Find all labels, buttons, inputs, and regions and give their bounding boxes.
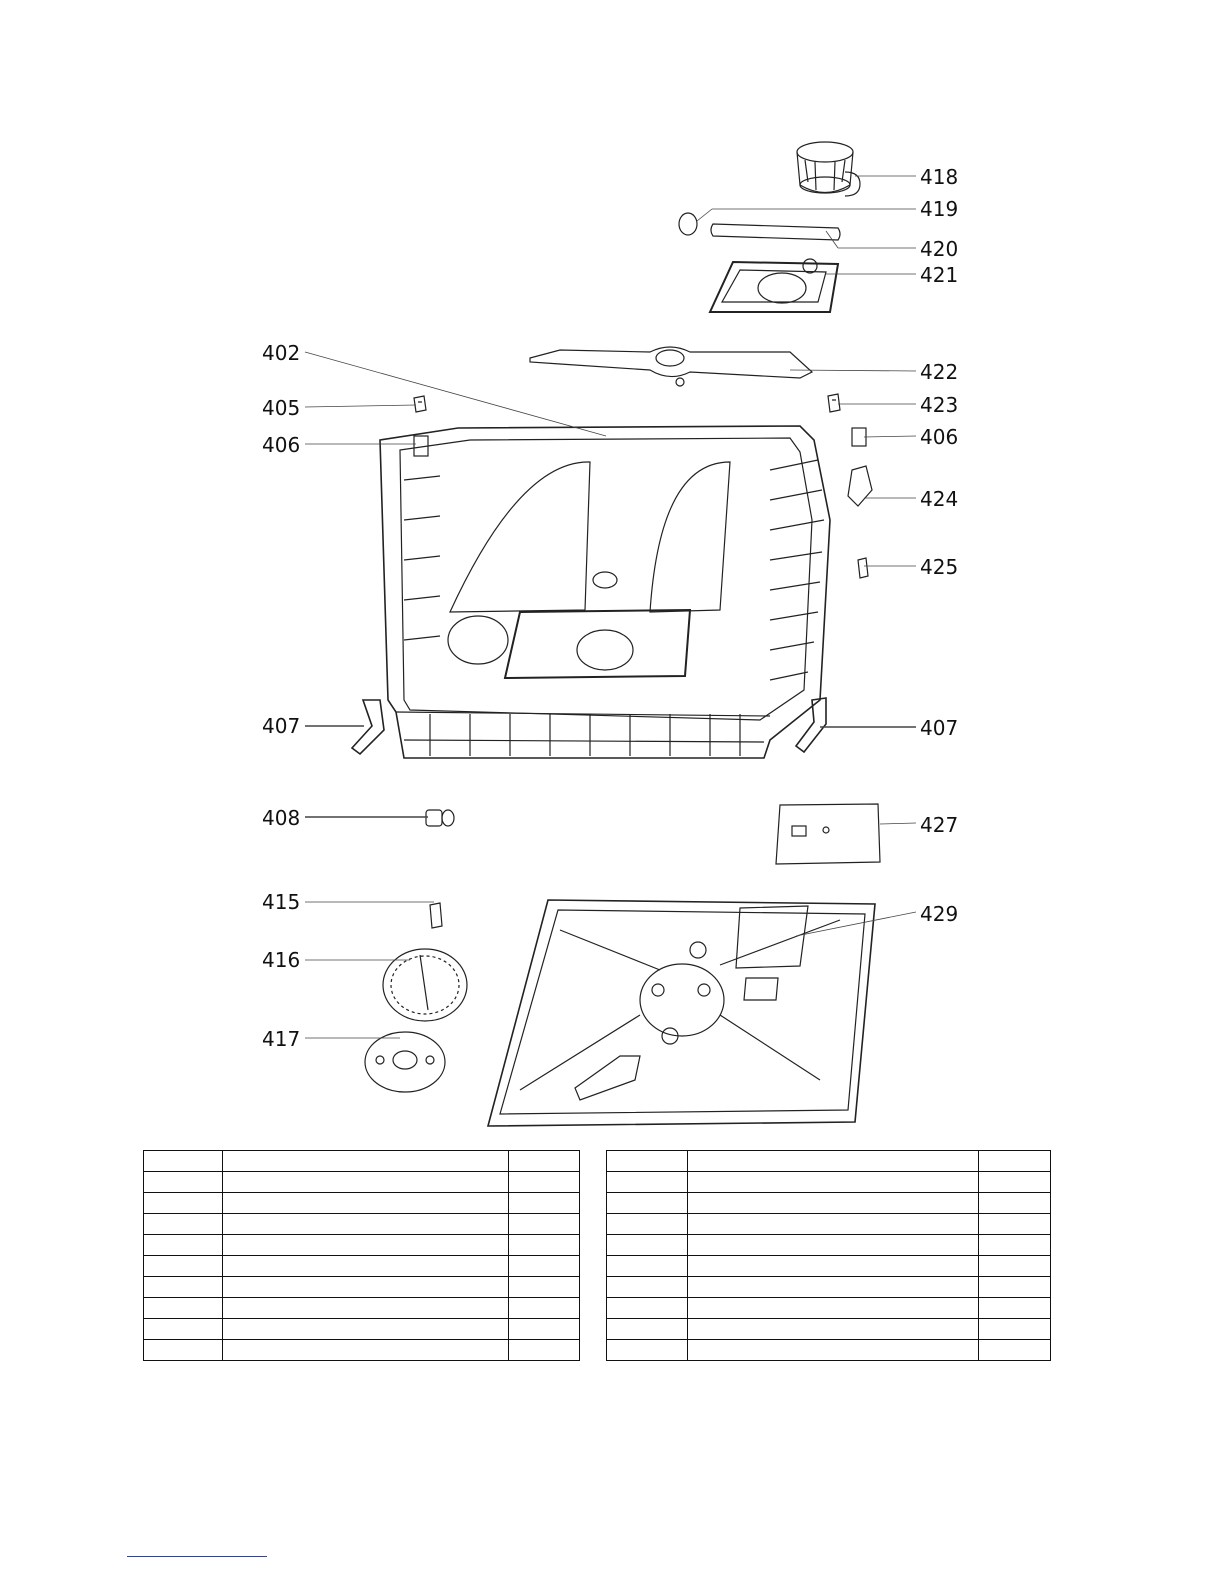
table-row xyxy=(607,1319,1051,1340)
part-429-base-plate xyxy=(488,900,875,1126)
table-cell xyxy=(978,1319,1050,1340)
table-cell xyxy=(687,1193,978,1214)
table-cell xyxy=(144,1151,223,1172)
table-cell xyxy=(508,1319,579,1340)
table-row xyxy=(607,1340,1051,1361)
table-row xyxy=(144,1298,580,1319)
table-cell xyxy=(978,1214,1050,1235)
part-419-ring xyxy=(679,213,697,235)
callout-418: 418 xyxy=(920,165,959,189)
parts-table-right-body xyxy=(607,1151,1051,1361)
table-row xyxy=(607,1172,1051,1193)
parts-table-left xyxy=(143,1150,580,1361)
table-cell xyxy=(978,1256,1050,1277)
table-cell xyxy=(223,1214,509,1235)
callout-419: 419 xyxy=(920,197,959,221)
callout-405: 405 xyxy=(262,396,301,420)
table-row xyxy=(144,1256,580,1277)
table-row xyxy=(607,1256,1051,1277)
table-row xyxy=(607,1235,1051,1256)
table-cell xyxy=(144,1319,223,1340)
table-cell xyxy=(223,1340,509,1361)
table-cell xyxy=(508,1298,579,1319)
table-cell xyxy=(978,1277,1050,1298)
table-row xyxy=(144,1172,580,1193)
table-row xyxy=(607,1214,1051,1235)
table-cell xyxy=(508,1151,579,1172)
table-cell xyxy=(978,1172,1050,1193)
table-cell xyxy=(223,1319,509,1340)
table-cell xyxy=(144,1214,223,1235)
callout-425: 425 xyxy=(920,555,959,579)
table-cell xyxy=(607,1277,688,1298)
callout-424: 424 xyxy=(920,487,959,511)
callout-420: 420 xyxy=(920,237,959,261)
table-row xyxy=(144,1193,580,1214)
callout-421: 421 xyxy=(920,263,959,287)
table-row xyxy=(144,1214,580,1235)
table-cell xyxy=(978,1235,1050,1256)
table-cell xyxy=(223,1235,509,1256)
table-row xyxy=(607,1151,1051,1172)
table-cell xyxy=(508,1193,579,1214)
table-row xyxy=(607,1193,1051,1214)
callout-415: 415 xyxy=(262,890,301,914)
part-423-clip xyxy=(828,394,840,412)
callout-406-right: 406 xyxy=(920,425,959,449)
table-cell xyxy=(144,1235,223,1256)
table-cell xyxy=(607,1214,688,1235)
table-cell xyxy=(687,1172,978,1193)
table-cell xyxy=(607,1193,688,1214)
parts-table-right xyxy=(606,1150,1051,1361)
part-405-clip xyxy=(414,396,426,412)
table-cell xyxy=(508,1214,579,1235)
part-420-tube xyxy=(711,224,840,240)
table-cell xyxy=(607,1298,688,1319)
table-cell xyxy=(687,1298,978,1319)
table-cell xyxy=(607,1256,688,1277)
parts-table-left-body xyxy=(144,1151,580,1361)
table-cell xyxy=(607,1340,688,1361)
part-427-plate xyxy=(776,804,880,864)
table-cell xyxy=(508,1172,579,1193)
part-424-bracket xyxy=(848,466,872,506)
part-417-plate xyxy=(365,1032,445,1092)
table-cell xyxy=(978,1298,1050,1319)
table-cell xyxy=(223,1256,509,1277)
table-row xyxy=(607,1277,1051,1298)
callout-423: 423 xyxy=(920,393,959,417)
table-row xyxy=(144,1151,580,1172)
table-cell xyxy=(144,1256,223,1277)
table-cell xyxy=(607,1172,688,1193)
table-cell xyxy=(144,1340,223,1361)
table-cell xyxy=(144,1277,223,1298)
part-407-bracket-right xyxy=(796,698,826,752)
part-421-tray xyxy=(710,259,838,312)
table-cell xyxy=(223,1151,509,1172)
table-row xyxy=(144,1319,580,1340)
callout-406-left: 406 xyxy=(262,433,301,457)
table-cell xyxy=(508,1256,579,1277)
callout-429: 429 xyxy=(920,902,959,926)
table-cell xyxy=(508,1340,579,1361)
part-418-filter xyxy=(797,142,860,196)
callout-407-right: 407 xyxy=(920,716,959,740)
table-cell xyxy=(223,1298,509,1319)
part-408-fitting xyxy=(426,810,454,826)
table-cell xyxy=(607,1235,688,1256)
table-cell xyxy=(978,1340,1050,1361)
part-425-cap xyxy=(858,558,868,578)
tub-base xyxy=(380,426,830,758)
callout-407-left: 407 xyxy=(262,714,301,738)
table-cell xyxy=(607,1151,688,1172)
table-cell xyxy=(144,1172,223,1193)
table-row xyxy=(607,1298,1051,1319)
callout-427: 427 xyxy=(920,813,959,837)
table-cell xyxy=(978,1193,1050,1214)
table-row xyxy=(144,1277,580,1298)
callout-408: 408 xyxy=(262,806,301,830)
callout-417: 417 xyxy=(262,1027,301,1051)
part-407-bracket-left xyxy=(352,700,384,754)
table-cell xyxy=(607,1319,688,1340)
part-415-valve xyxy=(430,903,442,928)
table-row xyxy=(144,1340,580,1361)
table-cell xyxy=(223,1277,509,1298)
table-cell xyxy=(687,1277,978,1298)
part-422-spray-arm xyxy=(530,347,812,386)
table-cell xyxy=(144,1193,223,1214)
table-row xyxy=(144,1235,580,1256)
part-406-plate-right xyxy=(852,428,866,446)
table-cell xyxy=(687,1340,978,1361)
table-cell xyxy=(508,1235,579,1256)
table-cell xyxy=(687,1256,978,1277)
table-cell xyxy=(687,1319,978,1340)
table-cell xyxy=(223,1193,509,1214)
table-cell xyxy=(978,1151,1050,1172)
table-cell xyxy=(144,1298,223,1319)
table-cell xyxy=(223,1172,509,1193)
callout-402: 402 xyxy=(262,341,301,365)
table-cell xyxy=(687,1151,978,1172)
table-cell xyxy=(508,1277,579,1298)
table-cell xyxy=(687,1235,978,1256)
callout-422: 422 xyxy=(920,360,959,384)
table-cell xyxy=(687,1214,978,1235)
footer-link-underline[interactable] xyxy=(127,1556,267,1557)
callout-416: 416 xyxy=(262,948,301,972)
